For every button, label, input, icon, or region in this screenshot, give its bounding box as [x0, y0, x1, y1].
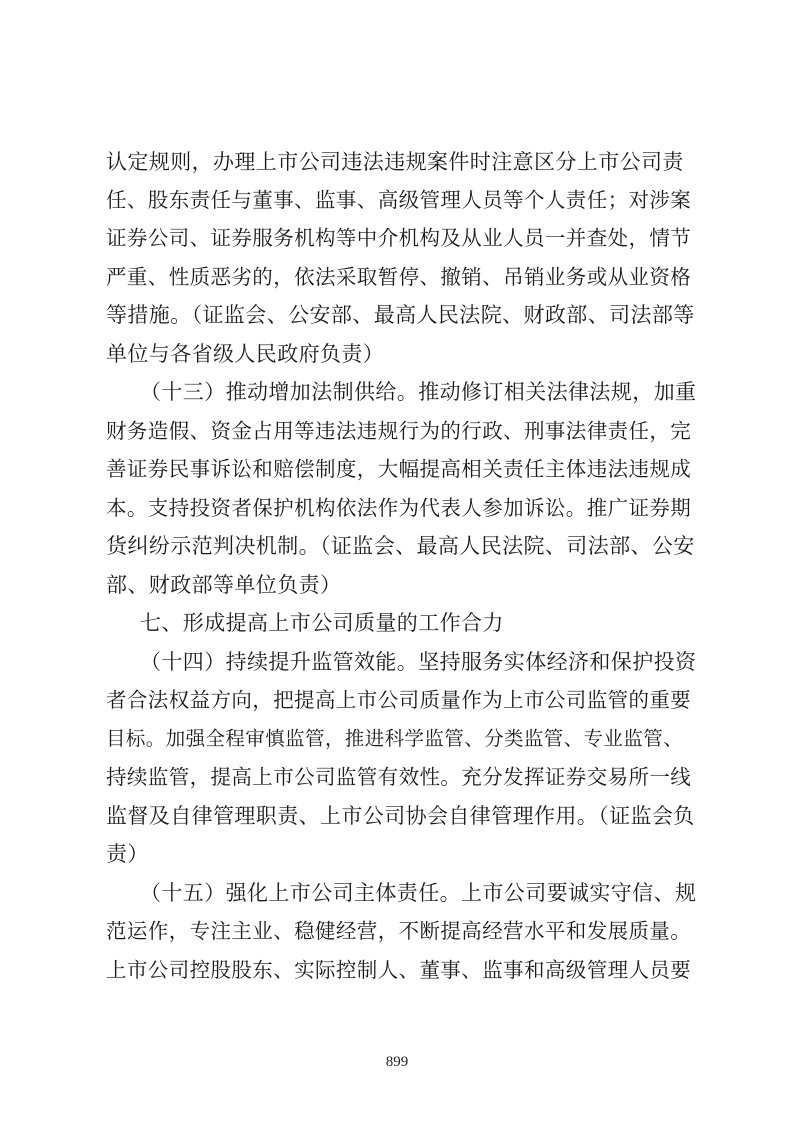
text-line-11: 货纠纷示范判决机制。（证监会、最高人民法院、司法部、公安 [106, 534, 695, 558]
text-line-6: 单位与各省级人民政府负责） [106, 342, 385, 366]
text-line-22: 上市公司控股股东、实际控制人、董事、监事和高级管理人员要 [106, 958, 692, 982]
text-line-1: 认定规则，办理上市公司违法违规案件时注意区分上市公司责 [106, 150, 684, 174]
text-line-20: （十五）强化上市公司主体责任。上市公司要诚实守信、规 [140, 881, 697, 905]
text-line-10: 本。支持投资者保护机构依法作为代表人参加诉讼。推广证券期 [106, 496, 692, 520]
text-line-19: 责） [106, 842, 149, 866]
text-line-8: 财务造假、资金占用等违法违规行为的行政、刑事法律责任，完 [106, 419, 692, 443]
page-number: 899 [385, 1054, 409, 1070]
text-line-12: 部、财政部等单位负责） [106, 573, 342, 597]
text-line-2: 任、股东责任与董事、监事、高级管理人员等个人责任；对涉案 [106, 188, 692, 212]
text-line-4: 严重、性质恶劣的，依法采取暂停、撤销、吊销业务或从业资格 [106, 265, 692, 289]
text-line-17: 持续监管，提高上市公司监管有效性。充分发挥证券交易所一线 [106, 765, 692, 789]
text-line-15: 者合法权益方向，把提高上市公司质量作为上市公司监管的重要 [106, 688, 692, 712]
section-heading: 七、形成提高上市公司质量的工作合力 [140, 611, 504, 635]
text-line-21: 范运作，专注主业、稳健经营，不断提高经营水平和发展质量。 [106, 919, 692, 943]
text-line-16: 目标。加强全程审慎监管，推进科学监管、分类监管、专业监管、 [106, 727, 684, 750]
text-line-3: 证券公司、证券服务机构等中介机构及从业人员一并查处，情节 [106, 226, 692, 250]
text-line-14: （十四）持续提升监管效能。坚持服务实体经济和保护投资 [140, 650, 697, 674]
text-line-7: （十三）推动增加法制供给。推动修订相关法律法规，加重 [140, 380, 697, 404]
text-line-9: 善证券民事诉讼和赔偿制度，大幅提高相关责任主体违法违规成 [106, 457, 692, 481]
text-line-18: 监督及自律管理职责、上市公司协会自律管理作用。（证监会负 [106, 804, 695, 828]
text-line-5: 等措施。（证监会、公安部、最高人民法院、财政部、司法部等 [106, 303, 695, 327]
